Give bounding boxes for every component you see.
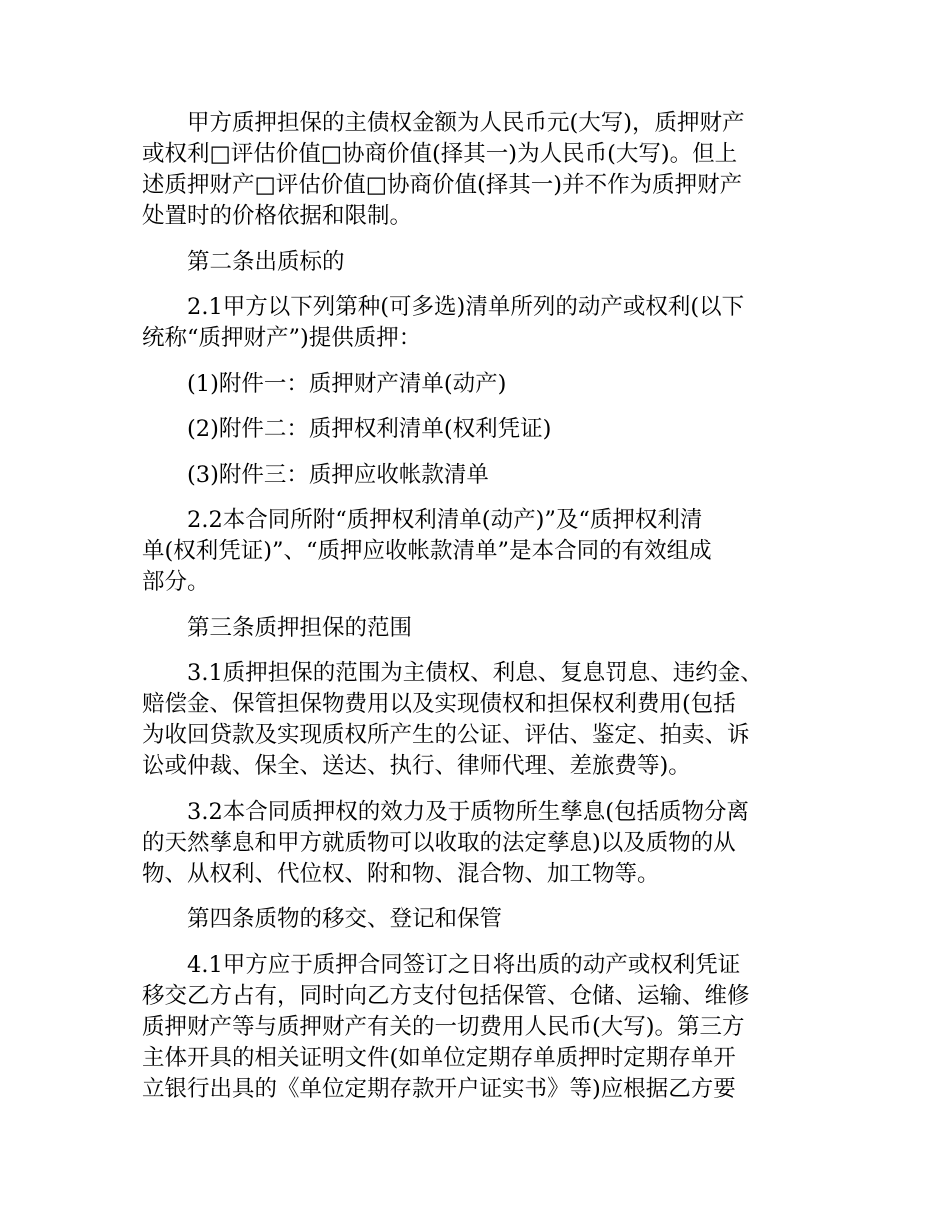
text-line: 物、从权利、代位权、附和物、混合物、加工物等。 xyxy=(142,860,660,887)
paragraph-3-1 xyxy=(142,658,812,782)
text-line: 部分。 xyxy=(142,569,210,595)
heading-article-3 xyxy=(142,613,812,644)
text-line: 立银行出具的《单位定期存款开户证实书》等)应根据乙方要 xyxy=(142,1075,736,1102)
text-line: 移交乙方占有，同时向乙方支付包括保管、仓储、运输、维修 xyxy=(142,982,750,1009)
text-line: 单(权利凭证)”、“质押应收帐款清单”是本合同的有效组成 xyxy=(142,538,712,564)
text-line: 3.1质押担保的范围为主债权、利息、复息罚息、违约金、 xyxy=(187,660,763,686)
text-line: 甲方质押担保的主债权金额为人民币元(大写)，质押财产 xyxy=(187,110,745,136)
document-page xyxy=(142,108,812,1119)
text-line: 2.1甲方以下列第种(可多选)清单所列的动产或权利(以下 xyxy=(187,294,745,320)
list-item-annex-1 xyxy=(142,369,812,400)
text-line: 主体开具的相关证明文件(如单位定期存单质押时定期存单开 xyxy=(142,1044,736,1071)
text-line: 2.2本合同所附“质押权利清单(动产)”及“质押权利清 xyxy=(187,507,703,533)
paragraph-2-1 xyxy=(142,292,812,354)
text-line: 第二条出质标的 xyxy=(187,248,345,275)
heading-article-2 xyxy=(142,247,812,278)
text-line: 第四条质物的移交、登记和保管 xyxy=(187,906,503,932)
text-line: (1)附件一：质押财产清单(动产) xyxy=(187,370,507,397)
list-item-annex-2 xyxy=(142,414,812,445)
text-line: 第三条质押担保的范围 xyxy=(187,614,413,641)
text-line: 质押财产等与质押财产有关的一切费用人民币(大写)。第三方 xyxy=(142,1013,745,1040)
heading-article-4 xyxy=(142,904,812,935)
text-line: 述质押财产□评估价值□协商价值(择其一)并不作为质押财产 xyxy=(142,172,743,198)
text-line: 或权利□评估价值□协商价值(择其一)为人民币(大写)。但上 xyxy=(142,141,738,167)
text-line: (2)附件二：质押权利清单(权利凭证) xyxy=(187,416,552,442)
text-line: 处置时的价格依据和限制。 xyxy=(142,203,413,229)
text-line: 3.2本合同质押权的效力及于质物所生孳息(包括质物分离 xyxy=(187,798,750,825)
text-line: 赔偿金、保管担保物费用以及实现债权和担保权利费用(包括 xyxy=(142,691,736,717)
paragraph-pledge-amount xyxy=(142,108,812,232)
text-line: 统称“质押财产”)提供质押： xyxy=(142,325,422,351)
text-line: 的天然孳息和甲方就质物可以收取的法定孳息)以及质物的从 xyxy=(142,829,736,856)
list-item-annex-3 xyxy=(142,460,812,491)
text-line: 讼或仲裁、保全、送达、执行、律师代理、差旅费等)。 xyxy=(142,753,691,779)
text-line: (3)附件三：质押应收帐款清单 xyxy=(187,461,489,488)
paragraph-3-2 xyxy=(142,797,812,890)
paragraph-4-1 xyxy=(142,950,812,1105)
text-line: 4.1甲方应于质押合同签订之日将出质的动产或权利凭证 xyxy=(187,951,741,978)
text-line: 为收回贷款及实现质权所产生的公证、评估、鉴定、拍卖、诉 xyxy=(142,722,750,748)
paragraph-2-2 xyxy=(142,505,812,598)
